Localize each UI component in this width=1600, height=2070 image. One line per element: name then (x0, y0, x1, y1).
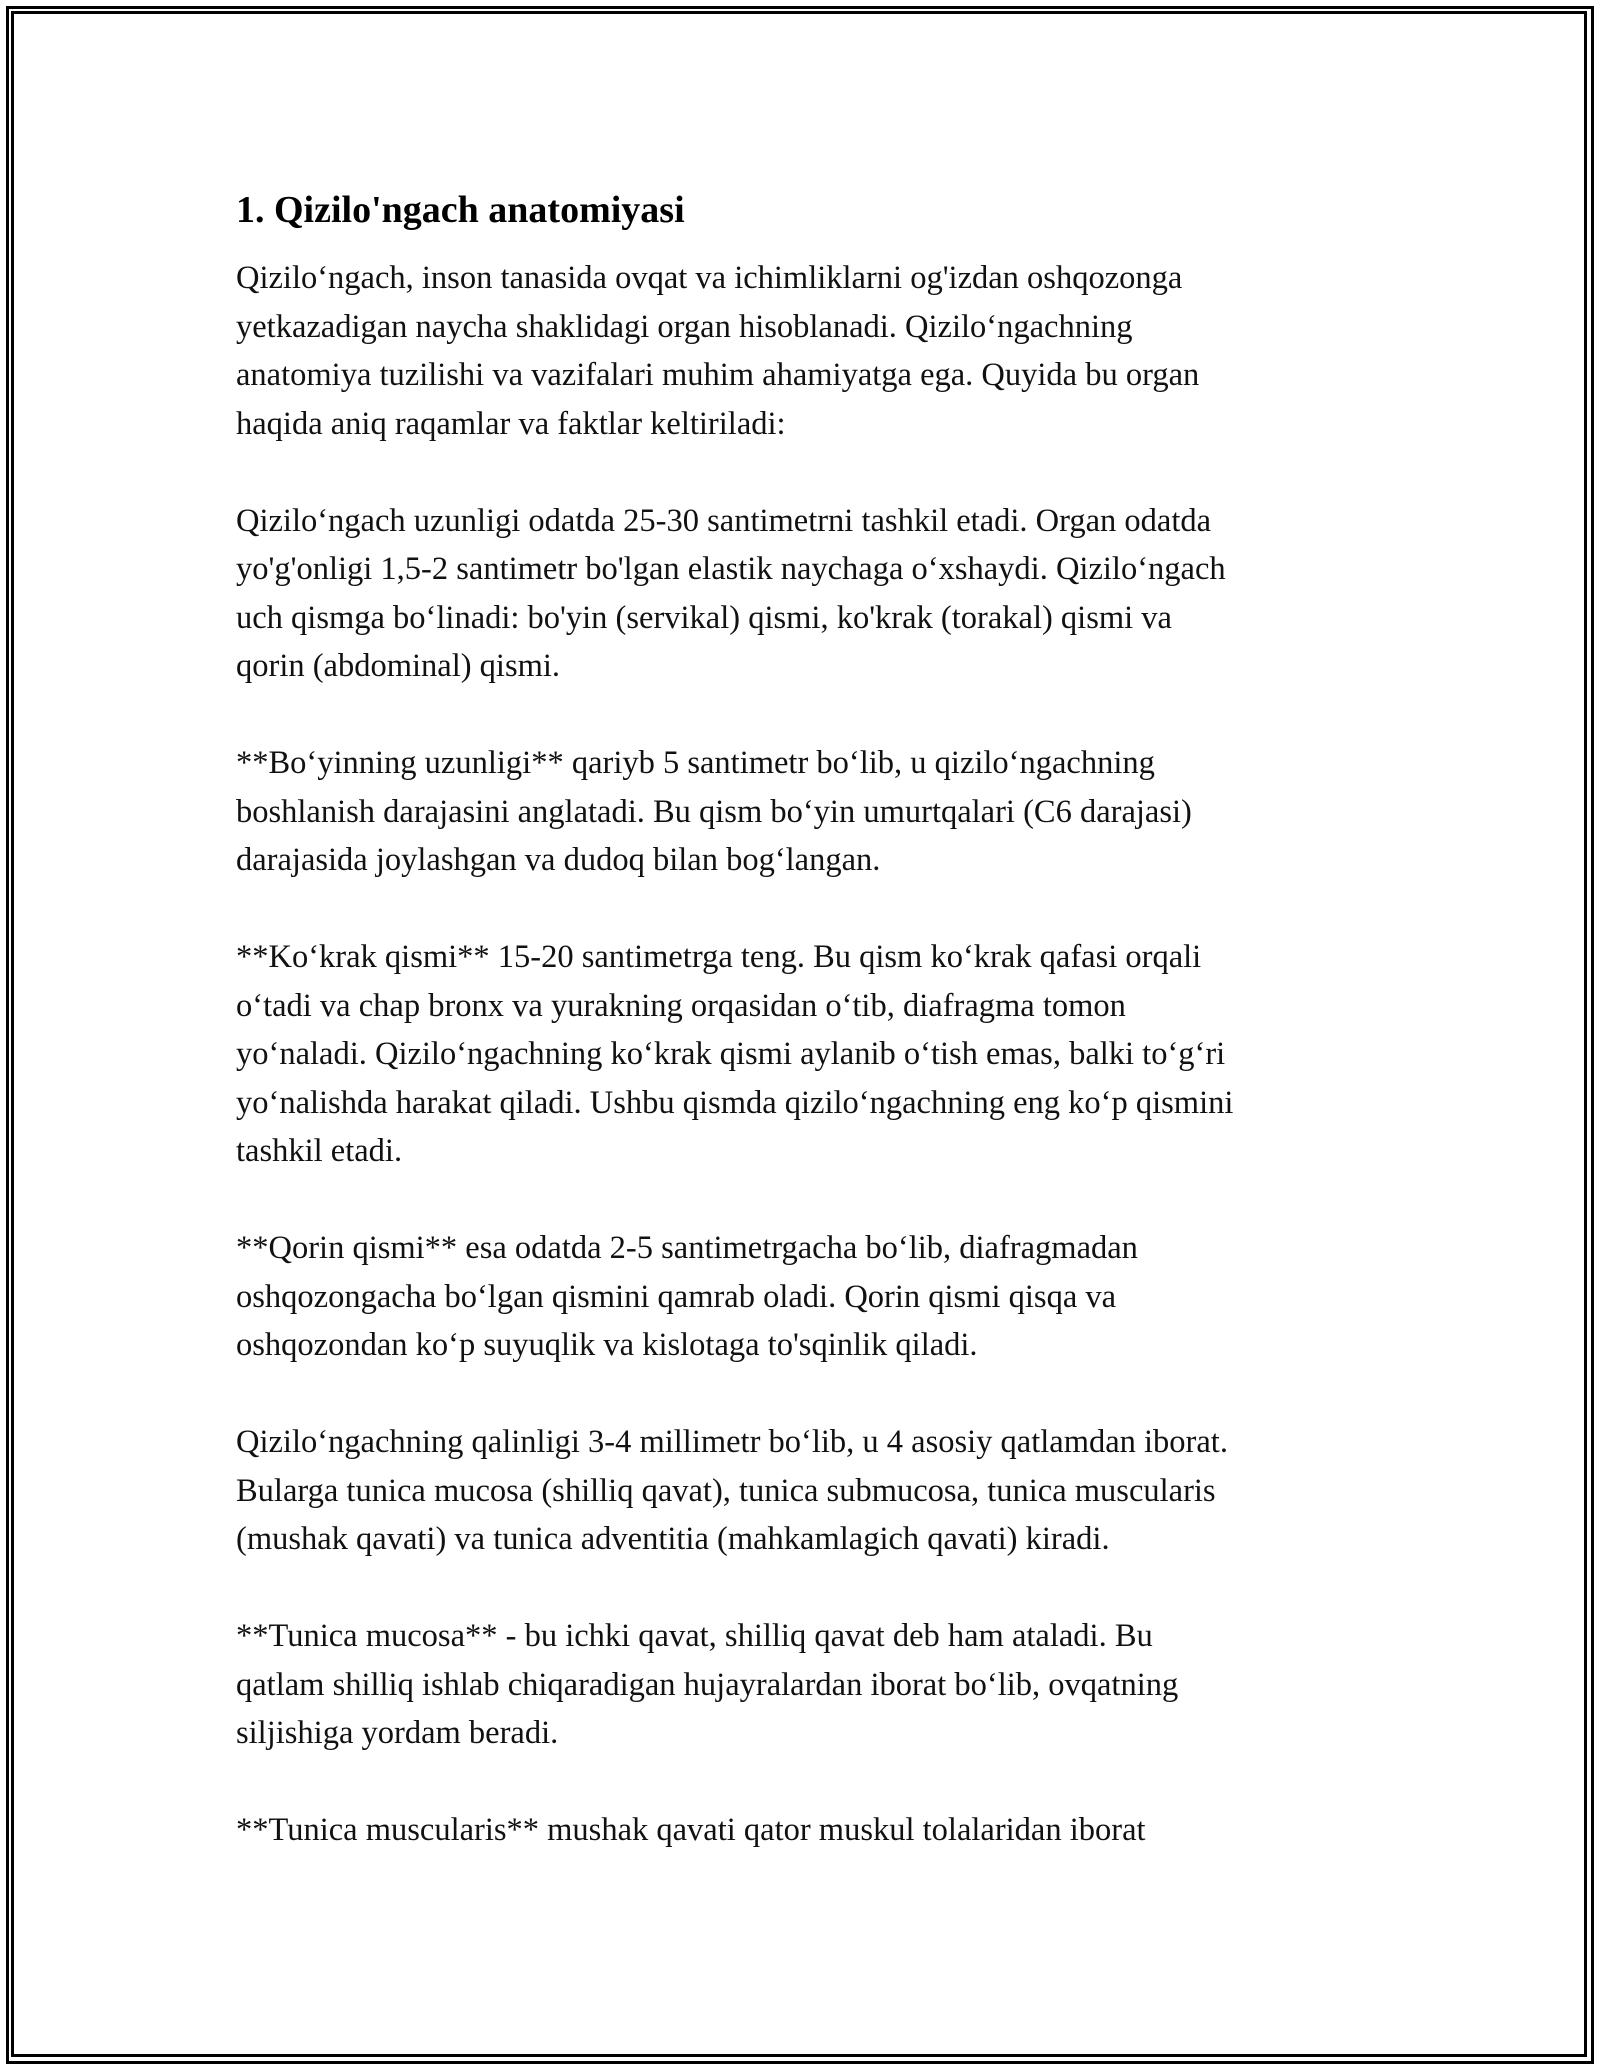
paragraph-chest-part: **Ko‘krak qismi** 15-20 santimetrga teng. Bu qism ko‘krak qafasi orqali o‘tadi va chap bronx va yurakning orqasidan o‘tib, diafragma tomon yo‘naladi. Qizilo‘ngachning ko‘krak qismi aylanib o‘tish emas, balki to‘g‘ri yo‘nalishda harakat qiladi. Ushbu qismda qizilo‘ngachning eng ko‘p qismini tashkil etadi. (236, 939, 1234, 1169)
paragraph-wall-layers: Qizilo‘ngachning qalinligi 3-4 millimetr bo‘lib, u 4 asosiy qatlamdan iborat. Bularga tunica mucosa (shilliq qavat), tunica submucosa, tunica muscularis (mushak qavati) va tunica adventitia (mahkamlagich qavati) kiradi. (236, 1424, 1228, 1557)
paragraph-intro: Qizilo‘ngach, inson tanasida ovqat va ichimliklarni og'izdan oshqozonga yetkazadigan naycha shaklidagi organ hisoblanadi. Qizilo‘ngachning anatomiya tuzilishi va vazifalari muhim ahamiyatga ega. Quyida bu organ haqida aniq raqamlar va faktlar keltiriladi: (236, 260, 1200, 442)
paragraph-tunica-mucosa: **Tunica mucosa** - bu ichki qavat, shilliq qavat deb ham ataladi. Bu qatlam shilliq ishlab chiqaradigan hujayralardan iborat bo‘lib, ovqatning siljishiga yordam beradi. (236, 1618, 1179, 1751)
paragraph-abdominal-part: **Qorin qismi** esa odatda 2-5 santimetrgacha bo‘lib, diafragmadan oshqozongacha bo‘lgan qismini qamrab oladi. Qorin qismi qisqa va oshqozondan ko‘p suyuqlik va kislotaga to'sqinlik qiladi. (236, 1230, 1138, 1363)
paragraph-neck-part: **Bo‘yinning uzunligi** qariyb 5 santimetr bo‘lib, u qizilo‘ngachning boshlanish darajasini anglatadi. Bu qism bo‘yin umurtqalari (C6 darajasi) darajasida joylashgan va dudoq bilan bog‘langan. (236, 745, 1192, 878)
section-heading: 1. Qizilo'ngach anatomiyasi (236, 189, 685, 231)
paragraph-tunica-muscularis: **Tunica muscularis** mushak qavati qator muskul tolalaridan iborat (236, 1812, 1146, 1848)
document-body (236, 184, 1376, 1903)
paragraph-length: Qizilo‘ngach uzunligi odatda 25-30 santimetrni tashkil etadi. Organ odatda yo'g'onligi 1,5-2 santimetr bo'lgan elastik naychaga o‘xshaydi. Qizilo‘ngach uch qismga bo‘linadi: bo'yin (servikal) qismi, ko'krak (torakal) qismi va qorin (abdominal) qismi. (236, 502, 1226, 684)
